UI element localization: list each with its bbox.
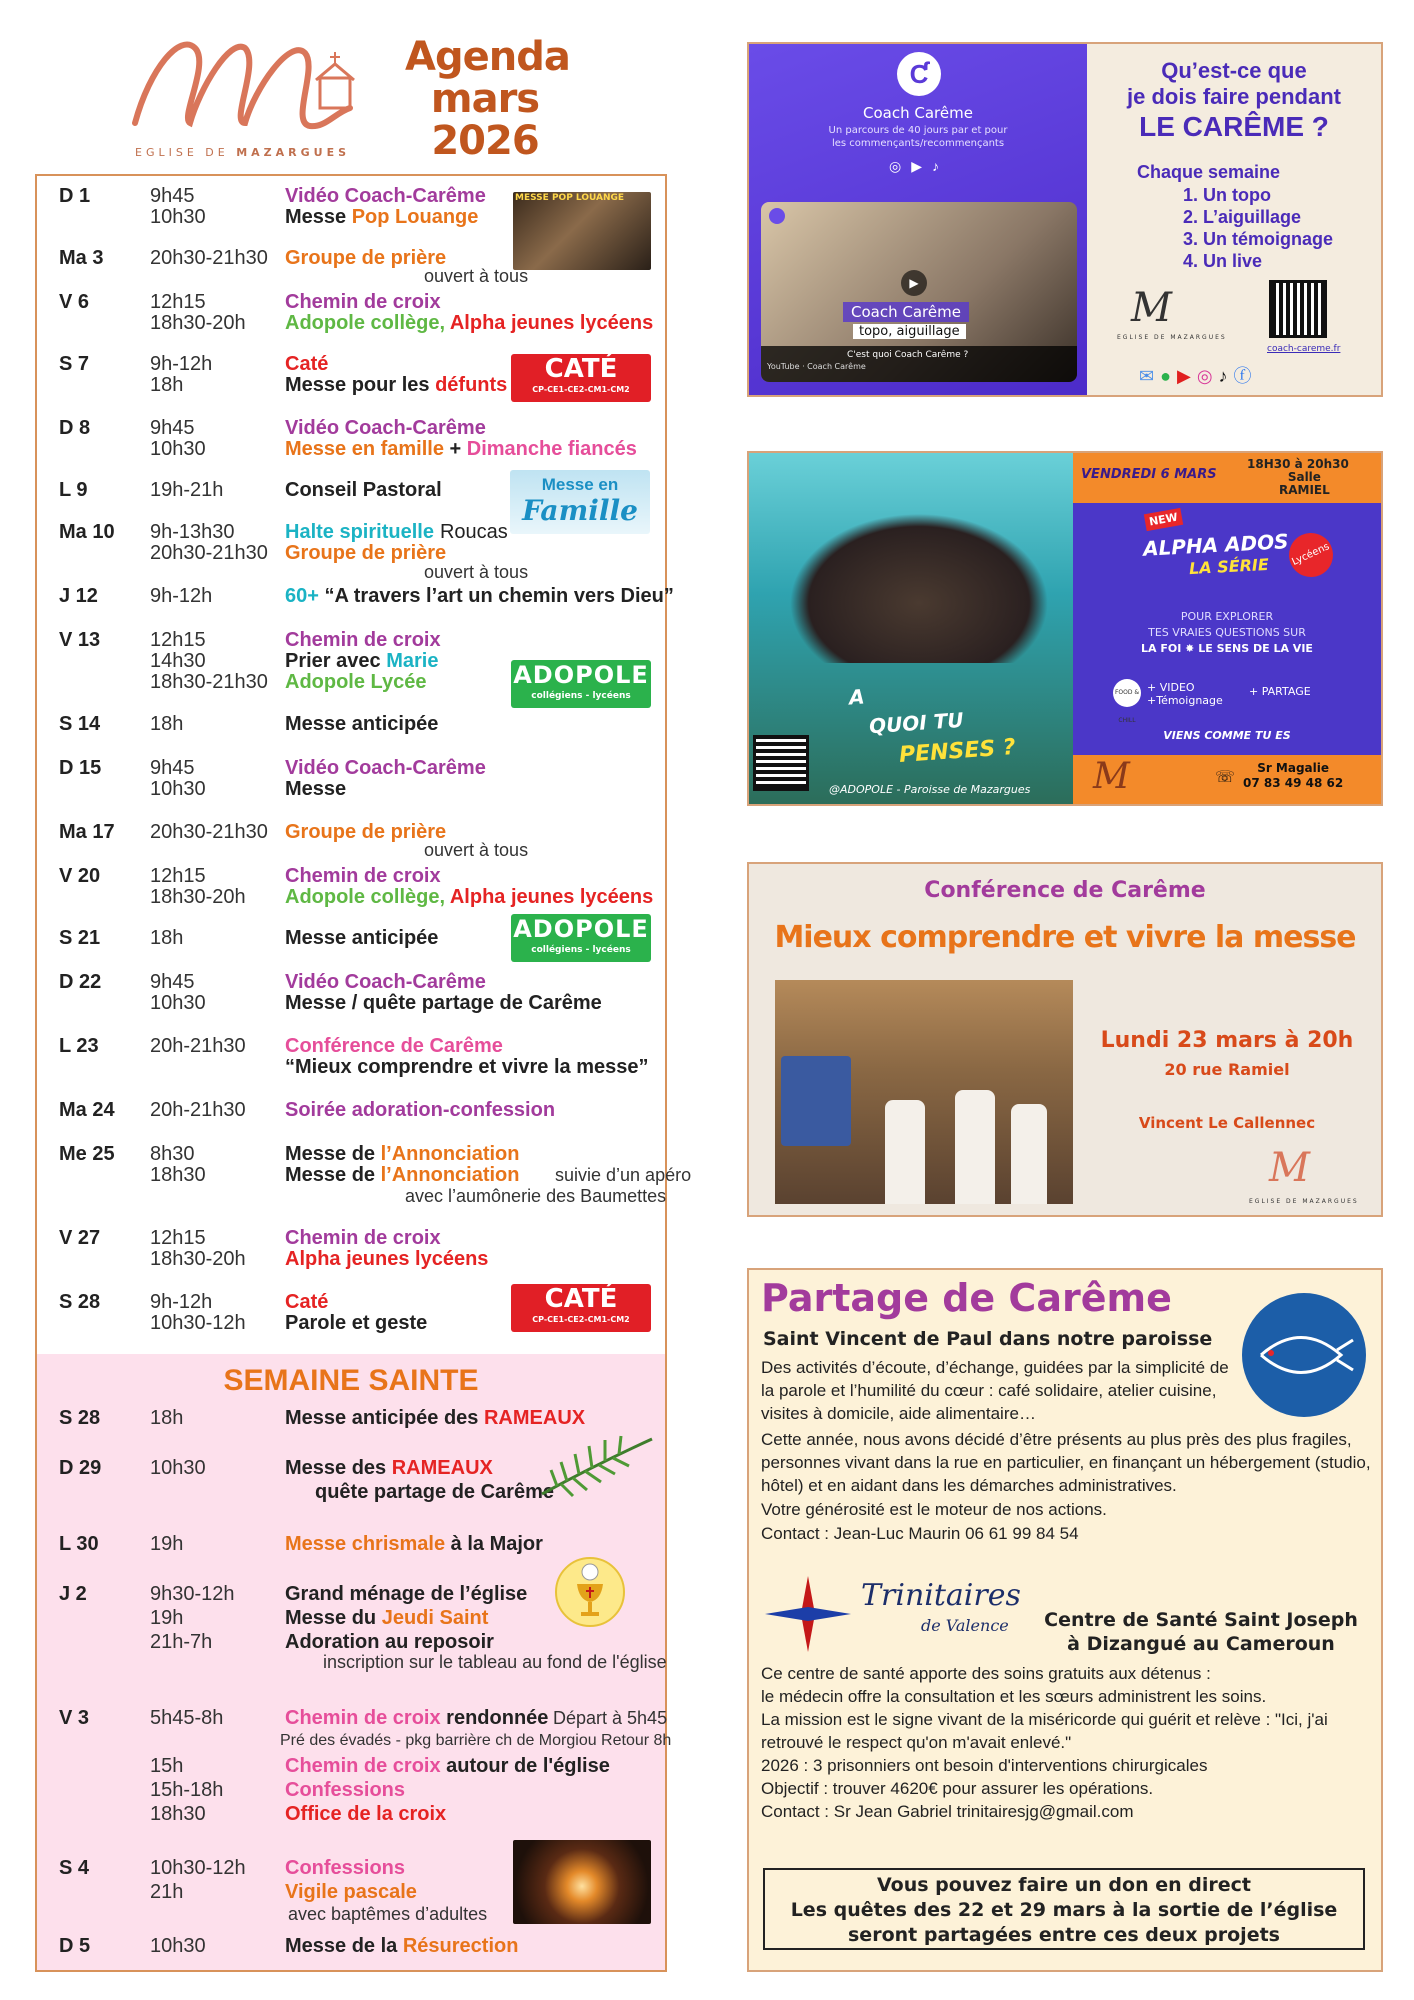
row-event: Adopole collège,	[285, 312, 446, 334]
row-note: inscription sur le tableau au fond de l'église	[323, 1652, 667, 1672]
row-event: Messe de	[285, 1164, 381, 1186]
row-day: D 8	[59, 417, 91, 439]
row-event: Adopole Lycée	[285, 671, 427, 693]
row-time: 15h-18h	[150, 1779, 224, 1801]
alpha-right-panel	[1073, 453, 1381, 804]
adopole-badge	[511, 660, 651, 708]
row-event-detail: rendonnée	[440, 1707, 549, 1729]
row-event-highlight: 60+	[285, 585, 319, 607]
row-event: Messe des	[285, 1457, 392, 1479]
alpha-subtitle: LA SÉRIE	[1188, 554, 1270, 579]
cate-badge-title: CATÉ	[544, 354, 618, 384]
donation-line2: Les quêtes des 22 et 29 mars à la sortie de l’église	[790, 1899, 1338, 1921]
row-time: 12h15	[150, 1227, 206, 1249]
alpha-place1: Salle	[1287, 470, 1321, 484]
coach-right-panel	[1087, 44, 1381, 395]
coach-brand: Coach Carême	[863, 104, 973, 122]
row-time: 10h30-12h	[150, 1312, 246, 1334]
trinitaires-logo-sub: de Valence	[921, 1616, 1009, 1635]
partage-s2-p2: le médecin offre la consultation et les sœurs administrent les soins.	[761, 1687, 1267, 1706]
donation-box	[763, 1868, 1365, 1950]
row-time: 19h	[150, 1607, 184, 1629]
row-event: Grand ménage de l’église	[285, 1583, 528, 1605]
row-event: quête partage de Carême	[315, 1481, 554, 1503]
alpha-photo	[749, 453, 1073, 804]
row-note: suivie d’un apéro	[555, 1165, 692, 1185]
logo-m-icon	[120, 28, 370, 140]
palm-icon	[537, 1434, 657, 1498]
cate-badge	[511, 354, 651, 402]
row-day: S 21	[59, 927, 101, 949]
coach-video-thumbnail[interactable]	[761, 202, 1077, 382]
row-time: 12h15	[150, 865, 206, 887]
fish-icon	[1241, 1292, 1367, 1418]
coach-item: 1. Un topo	[1183, 185, 1271, 205]
chalice-icon	[555, 1554, 625, 1634]
alpha-explore1: POUR EXPLORER	[1180, 610, 1274, 623]
row-event: Soirée adoration-confession	[285, 1099, 556, 1121]
row-day: S 14	[59, 713, 101, 735]
page-title	[405, 34, 570, 164]
alpha-title: ALPHA ADOS	[1142, 529, 1290, 561]
row-time: 5h45-8h	[150, 1707, 224, 1729]
trinitaires-logo: Trinitaires	[861, 1578, 1021, 1613]
alpha-parish-logo-icon: M	[1093, 756, 1130, 797]
coach-parish-logo-icon: M	[1131, 285, 1172, 331]
row-day: V 3	[59, 1707, 90, 1729]
row-day: L 23	[59, 1035, 99, 1057]
row-event: Chemin de croix	[285, 865, 441, 887]
christ-icon-painting	[781, 1056, 851, 1146]
row-time: 18h	[150, 713, 184, 735]
row-day: Ma 10	[59, 521, 115, 543]
row-event-highlight: Marie	[386, 650, 439, 672]
row-day: Me 25	[59, 1143, 115, 1165]
coach-item: 4. Un live	[1183, 251, 1263, 271]
row-time: 9h45	[150, 757, 195, 779]
row-time: 19h	[150, 1533, 184, 1555]
row-day: D 22	[59, 971, 102, 993]
coach-social-icons: ◎▶♪	[889, 158, 949, 174]
row-event: Messe du	[285, 1607, 382, 1629]
row-day: J 12	[59, 585, 98, 607]
title-line1: Agenda	[405, 34, 570, 80]
row-event: “A travers l’art un chemin vers Dieu”	[318, 585, 674, 607]
row-event: Caté	[285, 1291, 329, 1313]
row-time: 20h30-21h30	[150, 247, 268, 269]
cate-badge-sub: CP-CE1-CE2-CM1-CM2	[532, 1315, 630, 1324]
row-event-highlight: Dimanche fiancés	[466, 438, 637, 460]
qr-code-icon[interactable]	[753, 735, 809, 791]
coach-q1: Qu’est-ce que	[1161, 58, 1307, 83]
row-time: 9h45	[150, 417, 195, 439]
donation-line1: Vous pouvez faire un don en direct	[877, 1874, 1251, 1896]
tomb-image	[513, 1840, 651, 1924]
row-event: Chemin de croix	[285, 1227, 441, 1249]
row-event: Vidéo Coach-Carême	[285, 185, 486, 207]
row-note: Départ à 5h45	[553, 1708, 668, 1728]
row-event: Messe anticipée	[285, 713, 439, 735]
row-event: Messe	[285, 206, 352, 228]
parish-logo	[120, 28, 370, 168]
row-event: Messe chrismale	[285, 1533, 446, 1555]
row-event-highlight: l’Annonciation	[380, 1143, 520, 1165]
row-event: Parole et geste	[285, 1312, 428, 1334]
row-time: 10h30	[150, 206, 206, 228]
row-event-highlight: Pop Louange	[351, 206, 479, 228]
row-event: Messe anticipée des	[285, 1407, 484, 1429]
row-note: ouvert à tous	[424, 840, 529, 860]
row-event: Messe / quête partage de Carême	[285, 992, 602, 1014]
partage-s2-p6: Contact : Sr Jean Gabriel trinitairesjg@gmail.com	[761, 1802, 1134, 1821]
row-time: 18h30-21h30	[150, 671, 268, 693]
row-day: J 2	[59, 1583, 87, 1605]
famille-line2: Famille	[522, 494, 638, 527]
partage-s1-title: Saint Vincent de Paul dans notre paroisse	[763, 1328, 1213, 1350]
row-event: Messe en famille	[285, 438, 444, 460]
donation-line3: seront partagées entre ces deux projets	[848, 1924, 1280, 1946]
coach-q3: LE CARÊME ?	[1139, 111, 1329, 142]
pop-louange-label: MESSE POP LOUANGE	[515, 193, 625, 203]
partage-card	[747, 1268, 1383, 1972]
row-event-highlight: RAMEAUX	[483, 1407, 586, 1429]
pop-louange-image	[513, 192, 651, 270]
row-day: S 28	[59, 1407, 101, 1429]
row-event: Adoration au reposoir	[285, 1631, 494, 1653]
row-event: Groupe de prière	[285, 247, 447, 269]
cate-badge-sub: CP-CE1-CE2-CM1-CM2	[532, 385, 630, 394]
youtube-icon[interactable]: ▶	[1176, 366, 1197, 386]
logo-text: EGLISE DE	[135, 146, 229, 159]
row-note: Pré des évadés - pkg barrière ch de Morgiou Retour 8h	[280, 1732, 672, 1749]
row-event: Vidéo Coach-Carême	[285, 757, 486, 779]
row-event: Adopole collège,	[285, 886, 446, 908]
row-event: Conseil Pastoral	[285, 479, 442, 501]
conf-title: Conférence de Carême	[924, 878, 1206, 903]
row-event-highlight: RAMEAUX	[391, 1457, 493, 1479]
alpha-explore3: LA FOI ✸ LE SENS DE LA VIE	[1141, 642, 1313, 655]
row-event: Chemin de croix	[285, 629, 441, 651]
video-source: YouTube · Coach Carême	[767, 362, 866, 371]
row-day: V 27	[59, 1227, 101, 1249]
coach-item: 3. Un témoignage	[1183, 229, 1334, 249]
row-time: 19h-21h	[150, 479, 224, 501]
famille-line1: Messe en	[541, 475, 619, 494]
row-time: 14h30	[150, 650, 206, 672]
coach-tag2: les commençants/recommençants	[831, 138, 1005, 149]
partage-s1-p3: Votre générosité est le moteur de nos actions.	[761, 1500, 1107, 1519]
partage-s2-p5: Objectif : trouver 4620€ pour assurer les opérations.	[761, 1779, 1154, 1798]
row-time: 8h30	[150, 1143, 195, 1165]
row-event: Confessions	[285, 1857, 406, 1879]
facebook-icon[interactable]: ⓕ	[1233, 366, 1258, 386]
row-time: 20h-21h30	[150, 1099, 246, 1121]
lyceens-badge: Lycéens	[1282, 526, 1340, 584]
alpha-explore2: TES VRAIES QUESTIONS SUR	[1148, 626, 1306, 639]
row-event: Confessions	[285, 1779, 406, 1801]
row-note: ouvert à tous	[424, 562, 529, 582]
trinitarian-cross-icon	[763, 1574, 853, 1654]
row-time: 9h-12h	[150, 585, 213, 607]
row-event: Messe pour les	[285, 374, 436, 396]
messe-en-famille-badge	[510, 470, 650, 534]
partage-s1-p1: Des activités d’écoute, d’échange, guidées par la simplicité de la parole et l’humilité du cœur : café solidaire, atelier cuisine, visites à domicile, aide alimentaire…	[761, 1358, 1229, 1423]
alpha-viens: VIENS COMME TU ES	[1163, 729, 1291, 742]
row-time: 18h30	[150, 1164, 206, 1186]
row-time: 10h30-12h	[150, 1857, 246, 1879]
row-event-highlight: défunts	[435, 374, 508, 396]
conf-speaker: Vincent Le Callennec	[1138, 1114, 1316, 1132]
row-event: Groupe de prière	[285, 821, 447, 843]
partage-s2-p1: Ce centre de santé apporte des soins gratuits aux détenus :	[761, 1664, 1211, 1683]
row-day: D 15	[59, 757, 102, 779]
adopole-badge-title: ADOPOLE	[513, 915, 649, 943]
row-event: Messe de la	[285, 1935, 403, 1957]
row-event: Conférence de Carême	[285, 1035, 503, 1057]
row-day: D 1	[59, 185, 91, 207]
row-event-highlight: Résurection	[402, 1935, 519, 1957]
partage-s2-p3: La mission est le signe vivant de la miséricorde qui guérit et relève : "Ici, j'ai retrouvé le respect qu'on m'avait enlevé."	[761, 1710, 1328, 1752]
row-event-highlight: Jeudi Saint	[381, 1607, 489, 1629]
row-event-place: Roucas	[439, 521, 508, 543]
tiktok-icon[interactable]: ♪	[1218, 366, 1234, 386]
play-icon[interactable]: ▶	[901, 270, 927, 296]
coach-logo-text: EGLISE DE MAZARGUES	[1117, 334, 1227, 341]
row-time: 15h	[150, 1755, 184, 1777]
row-event: Vidéo Coach-Carême	[285, 417, 486, 439]
whatsapp-icon[interactable]: ●	[1160, 366, 1177, 386]
row-note: ouvert à tous	[424, 266, 529, 286]
row-time: 10h30	[150, 1457, 206, 1479]
row-event: “Mieux comprendre et vivre la messe”	[285, 1056, 649, 1078]
row-time: 21h-7h	[150, 1631, 213, 1653]
row-event: Vidéo Coach-Carême	[285, 971, 486, 993]
video-subtitle: topo, aiguillage	[853, 324, 966, 339]
conf-logo-text: EGLISE DE MAZARGUES	[1249, 1198, 1359, 1205]
row-time: 10h30	[150, 1935, 206, 1957]
row-event-place: à la Major	[445, 1533, 543, 1555]
qr-code-icon[interactable]	[1269, 280, 1327, 338]
partage-s1-p2: Cette année, nous avons décidé d’être présents au plus près des plus fragiles, personnes vivant dans la rue en particulier, en finançant un hébergement (studio, hôtel) et en aidant dans les démarches administratives.	[761, 1430, 1371, 1495]
partage-s1-p4: Contact : Jean-Luc Maurin 06 61 99 84 54	[761, 1524, 1079, 1543]
alpha-ados-card	[747, 451, 1383, 806]
alpha-contact-phone: 07 83 49 48 62	[1243, 776, 1344, 790]
row-day: V 6	[59, 291, 90, 313]
coach-week: Chaque semaine	[1137, 162, 1281, 182]
row-event-highlight: l’Annonciation	[380, 1164, 520, 1186]
row-day: Ma 17	[59, 821, 115, 843]
video-question: C'est quoi Coach Carême ?	[847, 350, 969, 360]
row-time: 21h	[150, 1881, 184, 1903]
row-event: Messe	[285, 778, 347, 800]
alpha-date: VENDREDI 6 MARS	[1081, 467, 1217, 482]
partage-s2-title1: Centre de Santé Saint Joseph	[1044, 1609, 1358, 1631]
alpha-video: + VIDEO	[1147, 681, 1195, 694]
row-time: 9h45	[150, 185, 195, 207]
row-time: 9h-12h	[150, 1291, 213, 1313]
logo-text-bold: MAZARGUES	[236, 146, 351, 159]
coach-logo-icon: Ƈ	[897, 52, 941, 96]
alpha-contact-name: Sr Magalie	[1257, 761, 1330, 775]
row-day: D 29	[59, 1457, 102, 1479]
row-note: avec baptêmes d’adultes	[288, 1904, 488, 1924]
row-time: 18h	[150, 1407, 184, 1429]
row-time: 12h15	[150, 629, 206, 651]
row-time: 18h30	[150, 1803, 206, 1825]
row-day: Ma 24	[59, 1099, 115, 1121]
row-time: 18h30-20h	[150, 886, 246, 908]
row-day: Ma 3	[59, 247, 104, 269]
row-time: 18h	[150, 374, 184, 396]
row-event: Alpha jeunes lycéens	[285, 1248, 489, 1270]
coach-careme-card	[747, 42, 1383, 397]
video-title: Coach Carême	[843, 302, 969, 322]
row-event: Chemin de croix	[285, 1755, 441, 1777]
row-event: Halte spirituelle	[285, 521, 434, 543]
row-event: Messe anticipée	[285, 927, 439, 949]
alpha-place2: RAMIEL	[1279, 483, 1330, 497]
row-day: S 4	[59, 1857, 90, 1879]
adopole-badge-sub: collégiens - lycéens	[531, 691, 631, 701]
coach-tag1: Un parcours de 40 jours par et pour	[828, 125, 1008, 136]
cate-badge	[511, 1284, 651, 1332]
cate-badge-title: CATÉ	[544, 1284, 618, 1314]
row-time: 9h-13h30	[150, 521, 235, 543]
conference-card	[747, 862, 1383, 1217]
coach-items	[1183, 184, 1333, 272]
alpha-q3: PENSES ?	[898, 734, 1017, 769]
row-day: V 13	[59, 629, 101, 651]
title-line3: 2026	[431, 118, 539, 164]
row-day: V 20	[59, 865, 101, 887]
row-day: L 9	[59, 479, 88, 501]
coach-item: 2. L’aiguillage	[1183, 207, 1302, 227]
row-event: Prier avec	[285, 650, 387, 672]
new-badge: NEW	[1144, 508, 1183, 531]
row-note: avec l’aumônerie des Baumettes	[405, 1186, 667, 1206]
row-time: 10h30	[150, 992, 206, 1014]
adopole-badge	[511, 914, 651, 962]
agenda-panel	[35, 174, 692, 1972]
row-time: 20h30-21h30	[150, 542, 268, 564]
alpha-temoignage: +Témoignage	[1147, 694, 1223, 707]
coach-q2: je dois faire pendant	[1127, 84, 1341, 109]
mail-icon[interactable]: ✉	[1139, 366, 1161, 386]
alpha-partage: + PARTAGE	[1249, 685, 1311, 698]
row-time: 9h45	[150, 971, 195, 993]
row-event: Vigile pascale	[285, 1881, 417, 1903]
social-icons-row	[1139, 362, 1258, 388]
row-event: Chemin de croix	[285, 291, 441, 313]
semaine-sainte-title: SEMAINE SAINTE	[223, 1364, 479, 1397]
conf-address: 20 rue Ramiel	[1164, 1060, 1290, 1079]
row-event: Messe de	[285, 1143, 381, 1165]
row-time: 18h	[150, 927, 184, 949]
row-event: Chemin de croix	[285, 1707, 441, 1729]
row-event: Office de la croix	[285, 1803, 447, 1825]
row-event: Caté	[285, 353, 329, 375]
partage-s2-title2: à Dizangué au Cameroun	[1067, 1633, 1335, 1655]
row-day: L 30	[59, 1533, 99, 1555]
row-event-highlight: Alpha jeunes lycéens	[445, 886, 654, 908]
alpha-q1: A	[848, 684, 866, 710]
row-day: S 28	[59, 1291, 101, 1313]
row-time: 12h15	[150, 291, 206, 313]
row-day: D 5	[59, 1935, 91, 1957]
row-event-highlight: Alpha jeunes lycéens	[445, 312, 654, 334]
row-event: Groupe de prière	[285, 542, 447, 564]
conf-subtitle: Mieux comprendre et vivre la messe	[774, 920, 1356, 955]
partage-title: Partage de Carême	[761, 1276, 1172, 1320]
alpha-footer: @ADOPOLE - Paroisse de Mazargues	[829, 783, 1031, 796]
conf-date: Lundi 23 mars à 20h	[1100, 1028, 1354, 1053]
alpha-hours: 18H30 à 20h30	[1247, 457, 1349, 471]
adopole-badge-title: ADOPOLE	[513, 661, 649, 689]
mass-photo	[775, 980, 1073, 1204]
instagram-icon[interactable]: ◎	[1196, 366, 1219, 386]
row-event-detail: autour de l'église	[440, 1755, 610, 1777]
partage-s2-p4: 2026 : 3 prisonniers ont besoin d'interventions chirurgicales	[761, 1756, 1208, 1775]
conf-parish-logo-icon: M	[1269, 1145, 1310, 1191]
alpha-q2: QUOI TU	[868, 707, 965, 739]
phone-icon: ☏	[1215, 769, 1236, 786]
teens-image	[789, 513, 1049, 663]
row-event-plus: +	[443, 438, 467, 460]
title-line2: mars	[430, 76, 540, 122]
row-time: 20h30-21h30	[150, 821, 268, 843]
row-time: 10h30	[150, 438, 206, 460]
row-time: 18h30-20h	[150, 312, 246, 334]
row-time: 9h30-12h	[150, 1583, 235, 1605]
row-time: 9h-12h	[150, 353, 213, 375]
row-time: 18h30-20h	[150, 1248, 246, 1270]
coach-site-link[interactable]: coach-careme.fr	[1267, 344, 1341, 354]
row-day: S 7	[59, 353, 90, 375]
food-chill-icon: FOOD & CHILL	[1113, 679, 1141, 707]
row-time: 20h-21h30	[150, 1035, 246, 1057]
row-time: 10h30	[150, 778, 206, 800]
coach-left-panel	[749, 44, 1087, 395]
adopole-badge-sub: collégiens - lycéens	[531, 945, 631, 955]
coach-mini-logo-icon	[769, 208, 785, 224]
